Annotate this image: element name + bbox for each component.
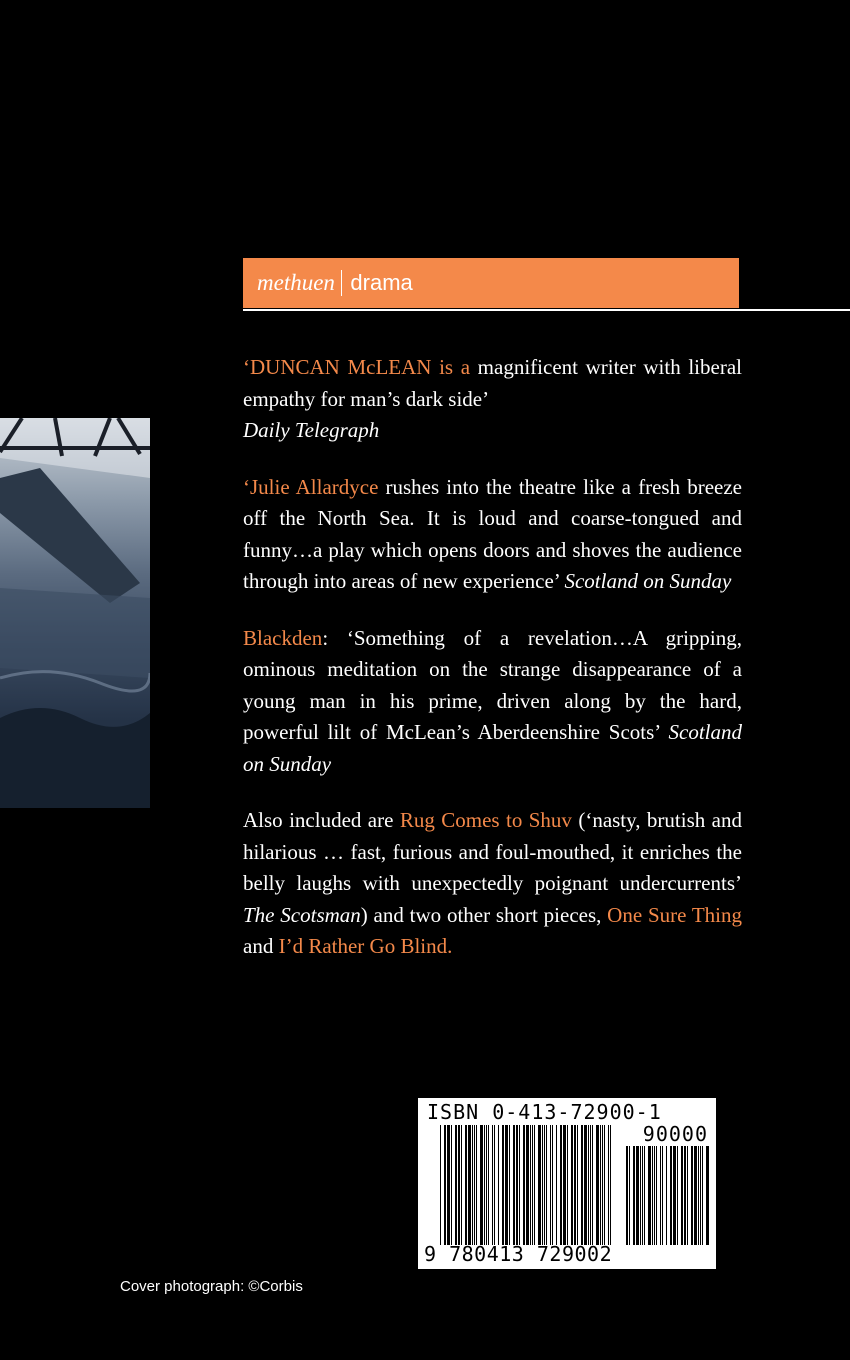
barcode-bar	[633, 1146, 635, 1245]
barcode-bar	[644, 1146, 645, 1245]
barcode-bar	[684, 1146, 686, 1245]
barcode-bar	[670, 1146, 672, 1245]
barcode-bar	[698, 1146, 699, 1245]
barcode-bar	[465, 1125, 467, 1245]
barcode-bar	[642, 1146, 643, 1245]
barcode-bar	[563, 1125, 566, 1245]
barcode-bar	[516, 1125, 518, 1245]
barcode-bar	[484, 1125, 485, 1245]
barcode-bar	[440, 1125, 441, 1245]
barcode-bar	[523, 1125, 525, 1245]
barcode-bar	[468, 1125, 471, 1245]
blurb-also-included	[243, 805, 742, 963]
barcode-bar	[513, 1125, 515, 1245]
barcode-bar	[556, 1125, 557, 1245]
barcode-bar	[538, 1125, 541, 1245]
barcode-bar	[519, 1125, 520, 1245]
barcode-bar	[694, 1146, 697, 1245]
barcode-bar	[542, 1125, 543, 1245]
barcode-bar	[602, 1125, 603, 1245]
barcode-bar	[702, 1146, 703, 1245]
blurb-text: rushes into the theatre like a fresh breeze off the North Sea. It is loud and coarse-tongued and funny…a play which opens doors and shoves the audience through into areas of new experience’	[243, 474, 742, 593]
blurb-julie-allardyce	[243, 472, 742, 598]
barcode-bar	[447, 1125, 450, 1245]
blurb-duncan-mclean	[243, 352, 742, 447]
blurb-highlight: ‘Julie Allardyce	[243, 474, 379, 499]
ean-number: 9 780413 729002	[424, 1242, 613, 1266]
publisher-banner	[243, 258, 739, 308]
review-blurbs	[243, 352, 742, 988]
blurb-conjunction: and	[243, 934, 279, 958]
barcode-bar	[486, 1125, 487, 1245]
barcode-bar	[662, 1146, 663, 1245]
play-title-rug-comes-to-shuv: Rug Comes to Shuv	[399, 808, 572, 832]
barcode-bar	[588, 1125, 589, 1245]
banner-divider	[341, 270, 343, 296]
barcode-bar	[577, 1125, 578, 1245]
barcode-bar	[488, 1125, 489, 1245]
barcode-bar	[546, 1125, 547, 1245]
barcode-bar	[552, 1125, 553, 1245]
barcode-bar	[596, 1125, 599, 1245]
barcode-bar	[502, 1125, 504, 1245]
barcode-bar	[656, 1146, 657, 1245]
barcode-bar	[648, 1146, 651, 1245]
blurb-text-continued: ) and two other short pieces,	[360, 902, 608, 927]
barcode-bar	[461, 1125, 462, 1245]
barcode-bar	[458, 1125, 460, 1245]
barcode-bar	[492, 1125, 493, 1245]
barcode-bar	[560, 1125, 562, 1245]
isbn-barcode	[418, 1098, 716, 1269]
blurb-text: (‘nasty, brutish and hilarious … fast, furious and foul-mouthed, it enriches the belly laughs with unexpectedly poignant undercurrents’	[243, 808, 742, 895]
barcode-bar	[526, 1125, 529, 1245]
barcode-bar	[652, 1146, 653, 1245]
barcode-bar	[474, 1125, 475, 1245]
barcode-bar	[472, 1125, 473, 1245]
barcode-bar	[677, 1146, 678, 1245]
blurb-source: Daily Telegraph	[243, 418, 380, 442]
barcode-bar	[530, 1125, 531, 1245]
blurb-source: The Scotsman	[243, 902, 361, 927]
barcode-bar	[608, 1125, 609, 1245]
barcode-bar	[451, 1125, 452, 1245]
barcode-bar	[604, 1125, 605, 1245]
barcode-bar	[691, 1146, 693, 1245]
play-title-id-rather-go-blind: I’d Rather Go Blind.	[278, 934, 453, 958]
barcode-bar	[629, 1146, 630, 1245]
barcode-bar	[550, 1125, 551, 1245]
publisher-imprint: methuen	[257, 270, 335, 295]
barcode-bar	[498, 1125, 499, 1245]
barcode-bar	[571, 1125, 573, 1245]
barcode-bar	[666, 1146, 667, 1245]
blurb-source: Scotland on Sunday	[564, 569, 732, 593]
blurb-blackden	[243, 623, 742, 781]
barcode-bar	[584, 1125, 587, 1245]
cover-photo-credit: Cover photograph: ©Corbis	[120, 1278, 303, 1295]
barcode-bar	[592, 1125, 593, 1245]
blurb-intro: Also included are	[243, 808, 400, 832]
barcode-bar	[681, 1146, 683, 1245]
barcode-bar	[610, 1125, 611, 1245]
barcode-bar	[600, 1125, 601, 1245]
barcode-bar	[494, 1125, 495, 1245]
blurb-text: : ‘Something of a revelation…A gripping, ominous meditation on the strange disappearance of a young man in his prime, driven along by the hard, powerful lilt of McLean’s Aberdeenshire Scots’	[243, 625, 742, 744]
barcode-bar	[574, 1125, 576, 1245]
barcode-bar	[626, 1146, 628, 1245]
barcode-bar	[476, 1125, 477, 1245]
barcode-bar	[455, 1125, 457, 1245]
barcode-bar	[654, 1146, 655, 1245]
play-title-one-sure-thing: One Sure Thing	[607, 902, 743, 927]
blurb-highlight: ‘DUNCAN McLEAN is a	[243, 355, 471, 379]
barcode-bar	[700, 1146, 701, 1245]
publisher-line: drama	[350, 270, 413, 295]
barcode-bar	[567, 1125, 568, 1245]
barcode-bar	[636, 1146, 639, 1245]
banner-rule	[243, 309, 850, 311]
barcode-bar	[444, 1125, 446, 1245]
barcode-bar	[673, 1146, 676, 1245]
barcode-bar	[687, 1146, 688, 1245]
barcode-bar	[581, 1125, 583, 1245]
barcode-bar	[480, 1125, 483, 1245]
barcode-bar	[509, 1125, 510, 1245]
barcode-bar	[640, 1146, 641, 1245]
barcode-bar	[505, 1125, 508, 1245]
cover-photo-fragment	[0, 418, 150, 808]
barcode-bar	[590, 1125, 591, 1245]
barcode-bar	[660, 1146, 661, 1245]
price-addon-code: 90000	[642, 1122, 708, 1146]
barcode-bar	[534, 1125, 535, 1245]
barcode-bar	[706, 1146, 709, 1245]
blurb-text: magnificent writer with liberal empathy for man’s dark side’	[243, 355, 742, 411]
barcode-bar	[532, 1125, 533, 1245]
blurb-source: Scotland on Sunday	[243, 720, 742, 776]
isbn-number: ISBN 0-413-72900-1	[427, 1100, 662, 1124]
blurb-highlight: Blackden	[243, 625, 323, 650]
barcode-bar	[544, 1125, 545, 1245]
